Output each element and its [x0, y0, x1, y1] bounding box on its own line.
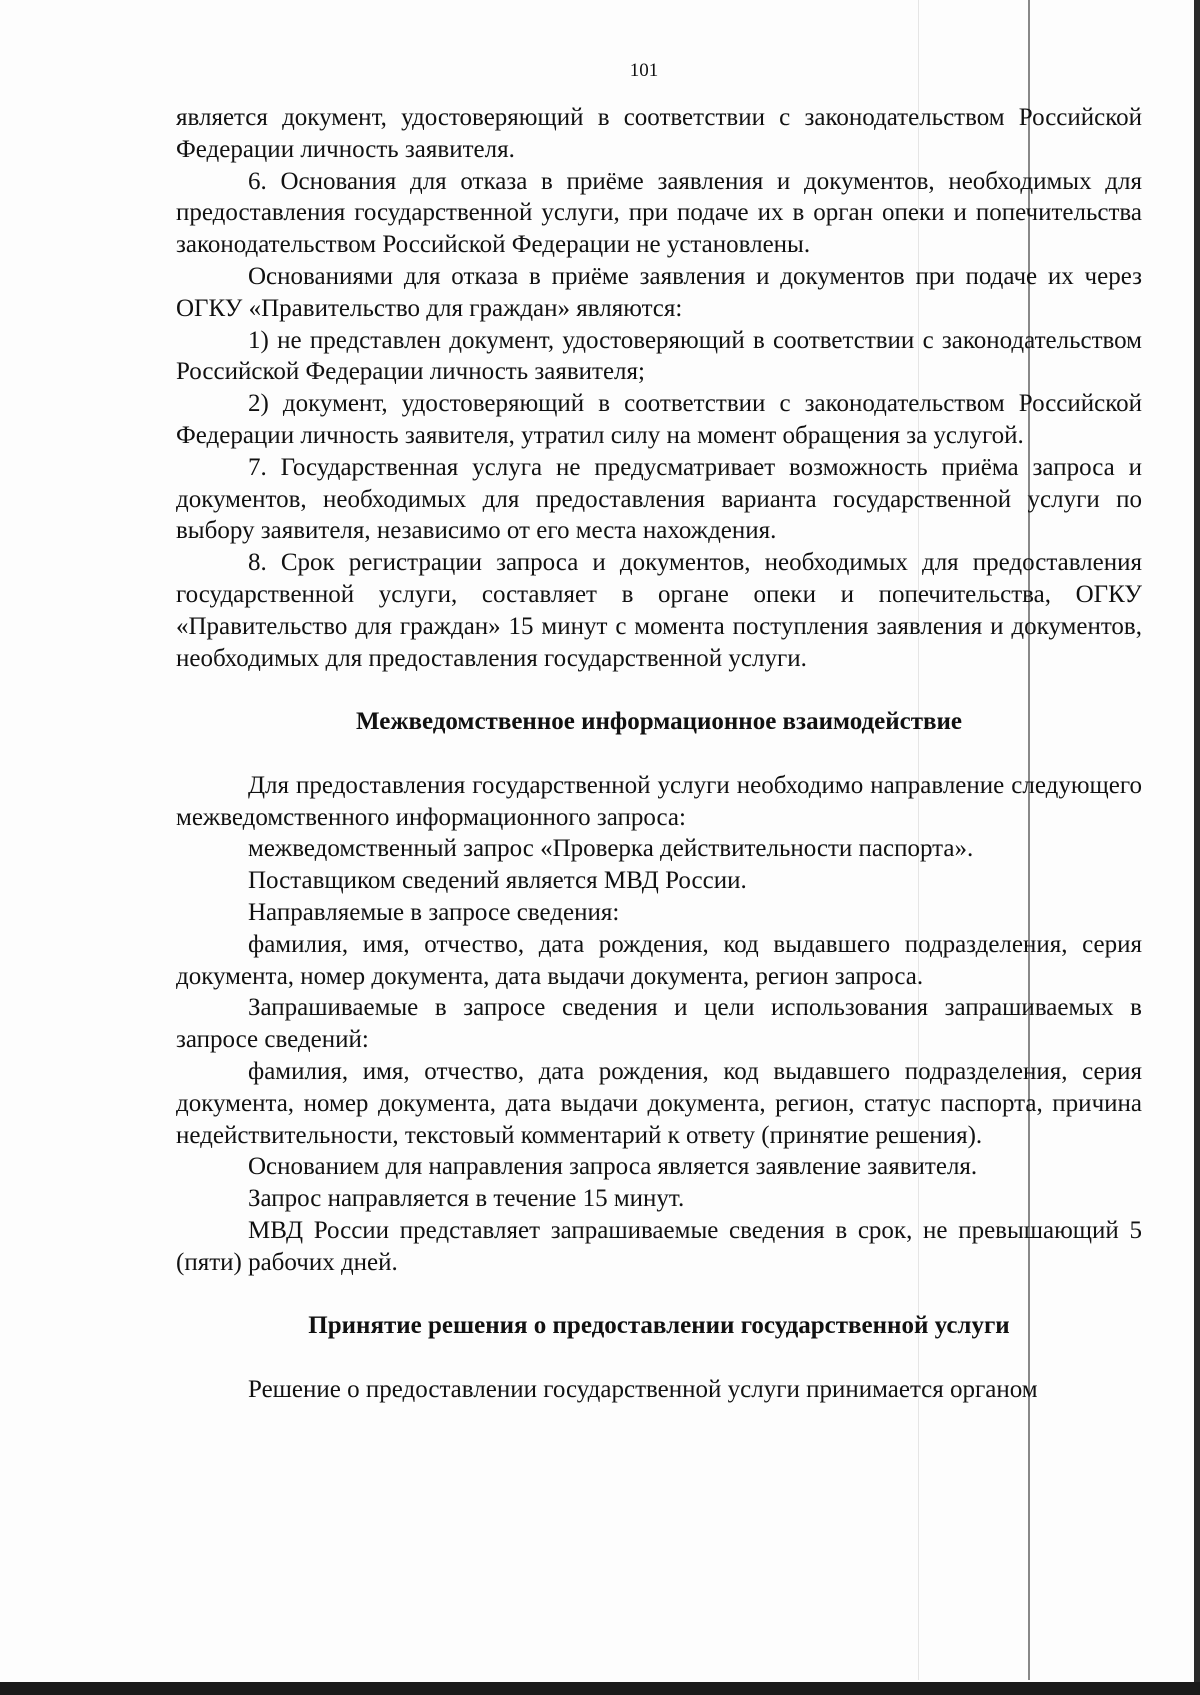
scan-right-edge [1194, 0, 1200, 1695]
paragraph: Запрашиваемые в запросе сведения и цели использования запрашиваемых в запросе сведений: [176, 994, 1142, 1054]
paragraph: Поставщиком сведений является МВД России. [248, 867, 747, 895]
paragraph: 7. Государственная услуга не предусматривает возможность приёма запроса и документов, необходимых для предоставления варианта государственной услуги по выбору заявителя, независимо от его места нахождения. [176, 453, 1142, 545]
paragraph: фамилия, имя, отчество, дата рождения, код выдавшего подразделения, серия документа, номер документа, дата выдачи документа, регион запроса. [176, 930, 1142, 990]
paragraph: 6. Основания для отказа в приёме заявления и документов, необходимых для предоставления государственной услуги, при подаче их в орган опеки и попечительства законодательством Российской Федерации не установлены. [176, 167, 1142, 259]
paragraph: МВД России представляет запрашиваемые сведения в срок, не превышающий 5 (пяти) рабочих дней. [176, 1216, 1142, 1276]
section-heading-interagency: Межведомственное информационное взаимодействие [356, 708, 962, 736]
paragraph: является документ, удостоверяющий в соответствии с законодательством Российской Федерации личность заявителя. [176, 104, 1142, 163]
list-item: 1) не представлен документ, удостоверяющий в соответствии с законодательством Российской Федерации личность заявителя; [176, 326, 1142, 386]
paragraph: Основаниями для отказа в приёме заявления и документов при подаче их через ОГКУ «Правительство для граждан» являются: [176, 262, 1142, 322]
paragraph: 8. Срок регистрации запроса и документов, необходимых для предоставления государственной услуги, составляет в органе опеки и попечительства, ОГКУ «Правительство для граждан» 15 минут с момента поступления заявления и документов, необходимых для предоставления государственной услуги. [176, 549, 1142, 672]
paragraph: фамилия, имя, отчество, дата рождения, код выдавшего подразделения, серия документа, номер документа, дата выдачи документа, регион, статус паспорта, причина недействительности, текстовый комментарий к ответу (принятие решения). [176, 1057, 1142, 1149]
paragraph: Основанием для направления запроса является заявление заявителя. [248, 1153, 978, 1181]
list-item: 2) документ, удостоверяющий в соответствии с законодательством Российской Федерации личность заявителя, утратил силу на момент обращения за услугой. [176, 390, 1142, 449]
paragraph: Запрос направляется в течение 15 минут. [248, 1185, 685, 1213]
paragraph: межведомственный запрос «Проверка действительности паспорта». [248, 835, 974, 863]
paragraph: Для предоставления государственной услуги необходимо направление следующего межведомственного информационного запроса: [176, 771, 1142, 831]
paragraph: Решение о предоставлении государственной услуги принимается органом [248, 1375, 1038, 1403]
document-body [176, 102, 1142, 1406]
section-heading-decision: Принятие решения о предоставлении государственной услуги [308, 1312, 1010, 1340]
paragraph: Направляемые в запросе сведения: [248, 898, 620, 926]
scan-bottom-edge [0, 1682, 1200, 1695]
page-number: 101 [629, 60, 659, 81]
